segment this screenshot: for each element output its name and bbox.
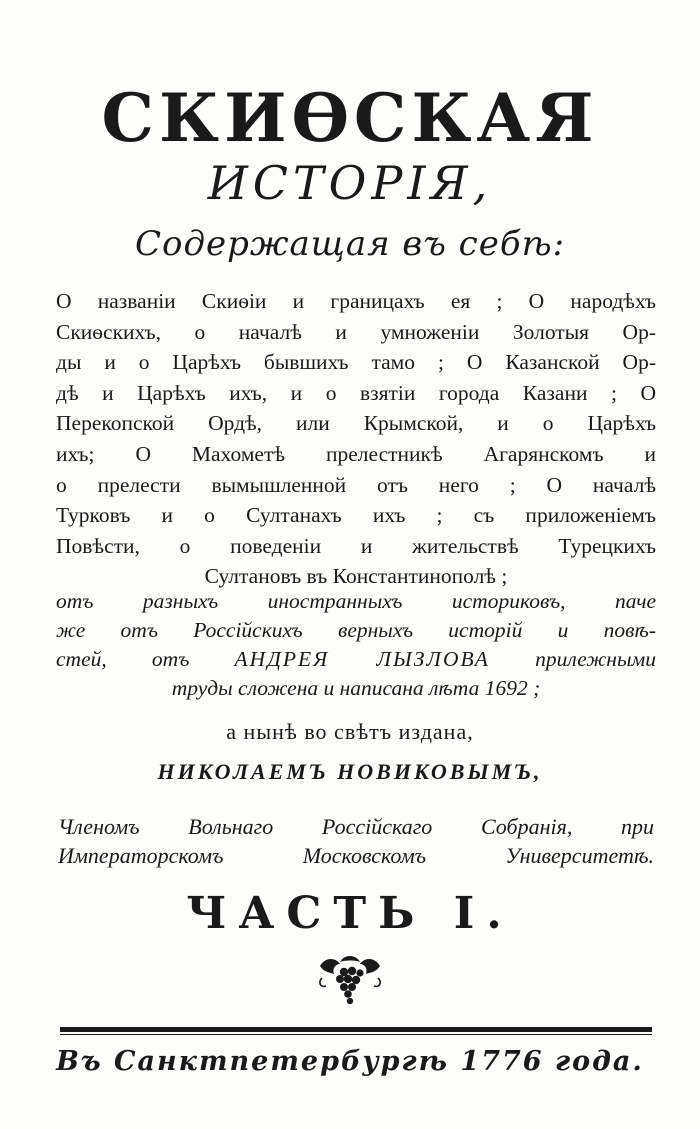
sources-text: стей, отъ: [56, 647, 235, 671]
sources-line: [56, 645, 656, 674]
contents-line: Султановъ въ Константинополѣ ;: [204, 564, 508, 589]
contents-line: Турковъ и о Султанахъ ихъ ; съ приложеніемъ: [56, 503, 656, 528]
contents-line: ихъ; О Махометѣ прелестникѣ Агарянскомъ и: [56, 441, 656, 466]
contents-line: о прелести вымышленной отъ него ; О началѣ: [56, 472, 656, 497]
author-name: АНДРЕЯ ЛЫЗЛОВА: [234, 647, 490, 671]
affiliation-line: Членомъ Вольнаго Россійскаго Собранія, при: [58, 814, 654, 839]
sources-text: прилежными: [489, 647, 656, 671]
sources-line: отъ разныхъ иностранныхъ историковъ, паче: [56, 589, 656, 613]
affiliation-line: Императорскомъ Московскомъ Университетѣ.: [58, 843, 654, 868]
sources-paragraph: [56, 587, 656, 703]
publisher-affiliation: [58, 812, 654, 870]
grape-vignette-icon: [314, 952, 386, 1010]
sources-line: труды сложена и написана лѣта 1692 ;: [171, 676, 541, 700]
part-number: ЧАСТЬ I.: [186, 888, 514, 939]
book-title: СКИѲСКАЯ: [101, 79, 599, 157]
double-rule-divider: [60, 1027, 652, 1035]
contents-line: Перекопской Ордѣ, или Крымской, и о Царѣхъ: [56, 411, 656, 436]
contents-line: ды и о Царѣхъ бывшихъ тамо ; О Казанской Ор-: [56, 350, 656, 375]
book-subtitle: ИСТОРІЯ,: [207, 156, 493, 210]
contents-line: Повѣсти, о поведеніи и жительствѣ Турецкихъ: [56, 533, 656, 558]
contents-line: О названіи Скиѳіи и границахъ ея ; О народѣхъ: [56, 289, 656, 313]
imprint-line: Въ Санктпетербургѣ 1776 года.: [56, 1046, 644, 1077]
published-line: а нынѣ во свѣтъ издана,: [226, 719, 474, 744]
contents-line: дѣ и Царѣхъ ихъ, и о взятіи города Казани ; О: [56, 380, 656, 405]
publisher-name: НИКОЛАЕМЪ НОВИКОВЫМЪ,: [157, 759, 543, 784]
contains-heading: Содержащая въ себѣ:: [134, 224, 566, 264]
sources-line: же отъ Россійскихъ верныхъ исторій и повѣ-: [56, 618, 656, 642]
contents-paragraph: [56, 286, 656, 592]
contents-line: Скиѳскихъ, о началѣ и умноженіи Золотыя Ор-: [56, 319, 656, 344]
